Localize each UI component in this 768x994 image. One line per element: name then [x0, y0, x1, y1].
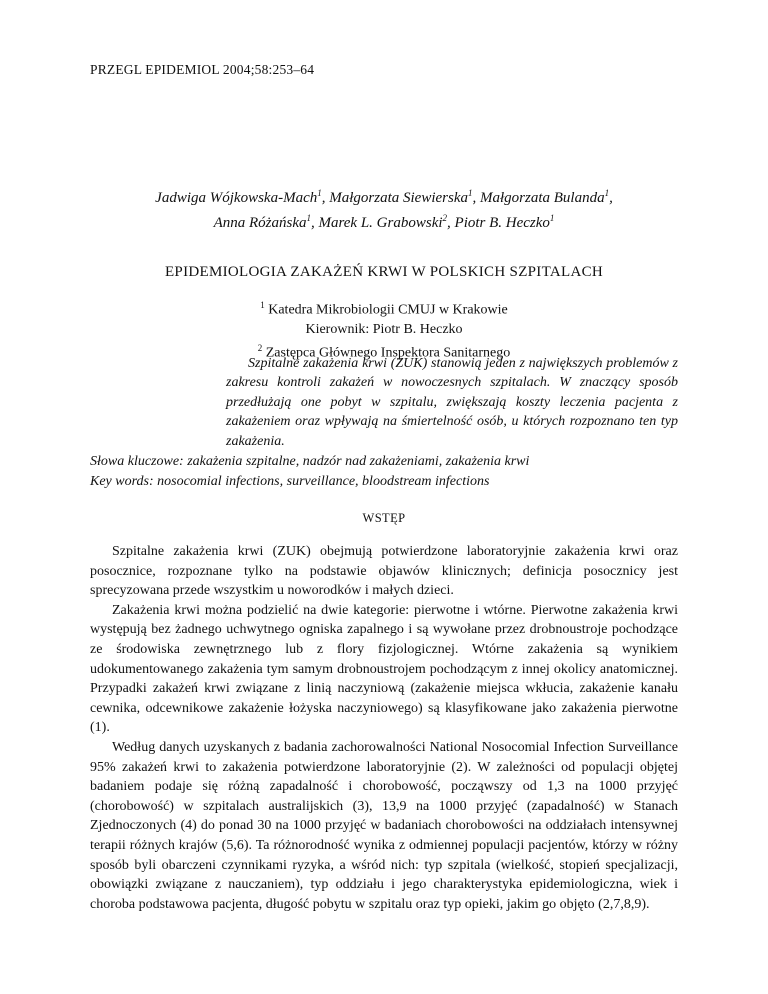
keywords-polish: Słowa kluczowe: zakażenia szpitalne, nadzór nad zakażeniami, zakażenia krwi: [90, 454, 530, 469]
body-paragraph: Według danych uzyskanych z badania zachorowalności National Nosocomial Infection Surveillance 95% zakażeń krwi to zakażenia potwierdzone laboratoryjnie (2). W zależności od populacji objętej badaniem podaje się różną zapadalność i chorobowość, począwszy od 1,3 na 1000 przyjęć (chorobowość) w szpitalach australijskich (3), 13,9 na 1000 przyjęć (zapadalność) w Stanach Zjednoczonych (4) do ponad 30 na 1000 przyjęć w badaniach chorobowości na oddziałach intensywnej terapii różnych krajów (5,6). Ta różnorodność wynika z odmiennej populacji pacjentów, którzy w różny sposób byli obarczeni czynnikami ryzyka, a wśród nich: typ szpitala (wielkość, stopień specjalizacji, obowiązki związane z nauczaniem), typ oddziału i jego charakterystyka epidemiologiczna, wiek i choroba podstawowa pacjenta, długość pobytu w szpitalu oraz typ opieki, jakim go objęto (2,7,8,9).: [90, 739, 678, 912]
author-line-2: [0, 208, 768, 233]
keywords-block: [90, 452, 690, 492]
body-text: [90, 542, 678, 914]
author-affiliation-mark: 1: [467, 188, 473, 198]
abstract: Szpitalne zakażenia krwi (ZUK) stanowią jeden z największych problemów z zakresu kontroli zakażeń w nowoczesnych szpitalach. W znaczący sposób przedłużają one pobyt w szpitalu, zwiększają koszty leczenia pacjenta z zakażeniem oraz wpływają na śmiertelność osób, u których rozpoznano ten typ zakażenia.: [226, 356, 678, 449]
affiliation-text: Zastępca Głównego Inspektora Sanitarnego: [265, 345, 511, 361]
affiliation-1: [0, 296, 768, 320]
author-affiliation-mark: 1: [604, 188, 610, 198]
body-paragraph: Szpitalne zakażenia krwi (ZUK) obejmują potwierdzone laboratoryjnie zakażenia krwi oraz posocznice, rozpoznane tylko na podstawie objawów klinicznych; definicja posocznicy jest sprecyzowana przede wszystkim u noworodków i małych dzieci.: [90, 544, 678, 599]
department-head: Kierownik: Piotr B. Heczko: [305, 321, 463, 337]
section-heading: WSTĘP: [362, 511, 406, 525]
author-name: Jadwiga Wójkowska-Mach: [155, 190, 318, 206]
author-line-1: [0, 183, 768, 208]
affiliation-mark: 1: [260, 300, 265, 310]
author-list: [0, 183, 768, 233]
author-name: Anna Różańska: [213, 215, 307, 231]
journal-reference: PRZEGL EPIDEMIOL 2004;58:253–64: [90, 62, 315, 77]
author-affiliation-mark: 1: [306, 213, 311, 223]
author-separator: ,: [609, 190, 613, 206]
author-name: Małgorzata Siewierska: [329, 190, 468, 206]
affiliation-text: Katedra Mikrobiologii CMUJ w Krakowie: [268, 302, 508, 318]
author-separator: ,: [321, 190, 330, 206]
keywords-english: Key words: nosocomial infections, surveillance, bloodstream infections: [90, 473, 490, 489]
author-name: Piotr B. Heczko: [454, 215, 550, 231]
affiliation-mark: 2: [257, 342, 263, 353]
author-affiliation-mark: 1: [317, 188, 322, 198]
body-paragraph: Zakażenia krwi można podzielić na dwie kategorie: pierwotne i wtórne. Pierwotne zakażenia krwi występują bez żadnego uchwytnego ogniska zapalnego i są wywołane przez drobnoustroje pochodzące ze środowiska zewnętrznego lub z flory fizjologicznej. Wtórne zakażenia są wynikiem udokumentowanego zakażenia tym samym drobnoustrojem pochodzącym z innej okolicy anatomicznej. Przypadki zakażeń krwi związane z linią naczyniową (zakażenie miejsca wkłucia, zakażenie kanału cewnika, odcewnikowe zakażenie łożyska naczyniowego) są klasyfikowane jako zakażenia pierwotne (1).: [90, 602, 678, 736]
author-name: Małgorzata Bulanda: [479, 190, 605, 206]
affiliations: [0, 296, 768, 362]
author-name: Marek L. Grabowski: [318, 215, 443, 231]
author-separator: ,: [311, 215, 319, 231]
author-affiliation-mark: 2: [442, 213, 448, 223]
author-separator: ,: [472, 190, 480, 206]
article-title: EPIDEMIOLOGIA ZAKAŻEŃ KRWI W POLSKICH SZPITALACH: [164, 264, 604, 280]
author-separator: ,: [447, 215, 455, 231]
author-affiliation-mark: 1: [549, 213, 555, 223]
